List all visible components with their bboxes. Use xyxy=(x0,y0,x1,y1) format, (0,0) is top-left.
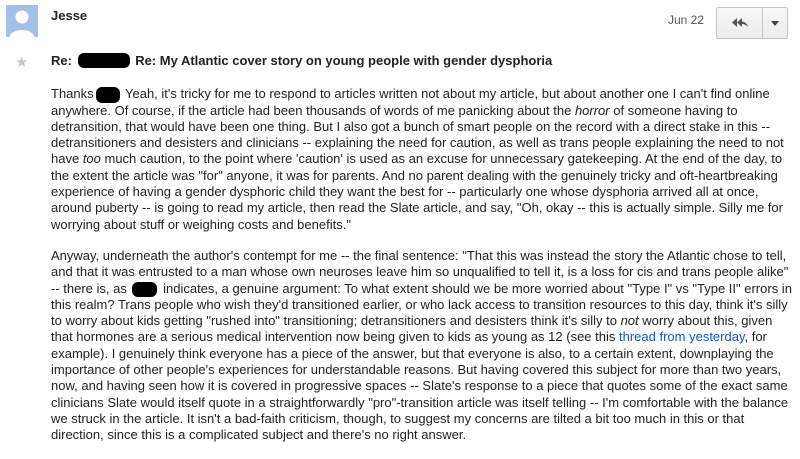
thread-link[interactable]: thread from yesterday xyxy=(619,329,745,345)
person-icon xyxy=(6,5,38,37)
chevron-down-icon xyxy=(771,21,779,26)
more-options-button[interactable] xyxy=(763,8,787,38)
reply-icon xyxy=(731,17,749,29)
body-paragraph-2: Anyway, underneath the author's contempt for me -- the final sentence: "That this was instead the story the Atlantic chose to tell, and that it was entrusted to a man whose own neuroses leave him so unqualified to tell it, is a loss for cis and trans people alike" -- there is, as indicates, a genuine argument: To what extent should we be more worried about "Type I" vs "Type II" errors in this realm? Trans people who wish they'd transitioned earlier, or who lack access to transition resources to this day, think it's silly to worry about kids getting "rushed into" transitioning; detransitioners and desisters think it's silly to not worry about this, given that hormones are a serious medical intervention now being given to kids as young as 12 (see this thread from yesterday, for example). I genuinely think everyone has a piece of the answer, but that everyone is also, to a certain extent, downplaying the importance of other people's experiences for understandable reasons. But having covered this subject for more than two years, now, and having seen how it is covered in progressive spaces -- Slate's response to a piece that quotes some of the exact same clinicians Slate would itself quote in a straightforwardly "pro"-transition article was itself telling -- I'm comfortable with the balance we struck in the article. It isn't a bad-faith criticism, though, to suggest my concerns are tilted a bit too much in this or that direction, since this is a complicated subject and there's no right answer. xyxy=(51,247,792,443)
avatar xyxy=(6,5,38,37)
redaction-block xyxy=(132,282,157,297)
redaction-block xyxy=(96,87,120,103)
star-icon[interactable]: ★ xyxy=(15,54,29,71)
email-body xyxy=(51,86,793,459)
reply-button-group xyxy=(716,7,788,39)
redaction-block xyxy=(78,53,130,68)
subject-prefix: Re: xyxy=(51,53,72,68)
body-paragraph-1: Thanks Yeah, it's tricky for me to respond to articles written not about my article, but about another one I can't find online anywhere. Of course, if the article had been thousands of words of me panicking about the horror of someone having to detransition, that would have been one thing. But I also got a bunch of smart people on the record with a direct stake in this -- detransitioners and desisters and clinicians -- explaining the need for caution, as well as trans people explaining the need to not have too much caution, to the point where 'caution' is used as an excuse for unnecessary gatekeeping. At the end of the day, to the extent the article was "for" anyone, it was for parents. And no parent dealing with the genuinely tricky and oft-heartbreaking experience of having a gender dysphoric child they want the best for -- particularly one whose dysphoria arrived all at once, around puberty -- is going to read my article, then read the Slate article, and say, "Oh, okay -- this is actually simple. Silly me for worrying about stuff or weighing costs and benefits." xyxy=(51,86,784,232)
sender-name: Jesse xyxy=(51,8,88,23)
reply-button[interactable] xyxy=(717,8,763,38)
subject-text: Re: My Atlantic cover story on young people with gender dysphoria xyxy=(135,53,553,68)
message-date: Jun 22 xyxy=(668,13,705,27)
email-subject xyxy=(51,53,552,68)
